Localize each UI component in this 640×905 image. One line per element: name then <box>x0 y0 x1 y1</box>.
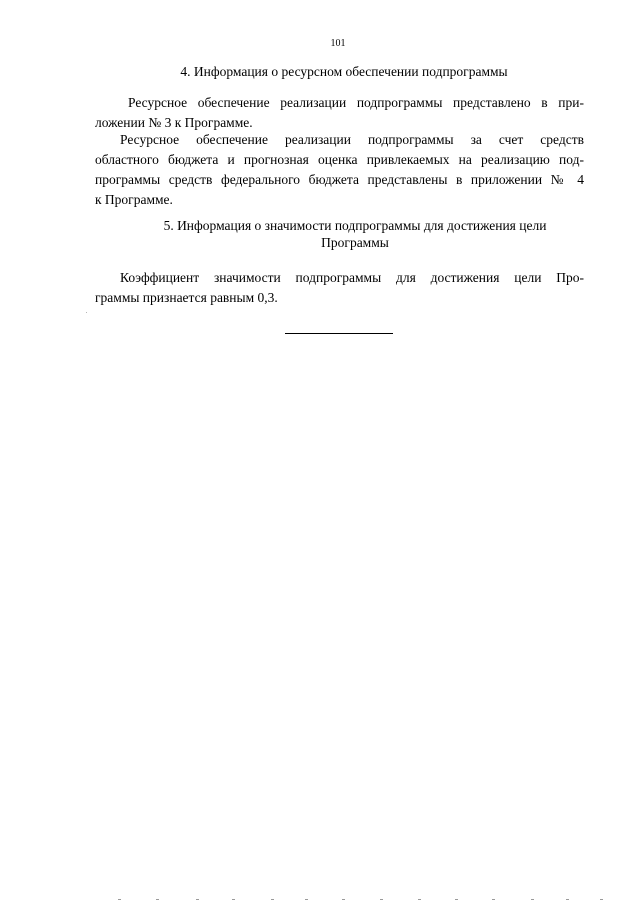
scan-speck <box>86 312 87 313</box>
section-4-paragraph-2 <box>95 130 584 210</box>
paragraph-line: ложении № 3 к Программе. <box>95 115 253 130</box>
section-4-paragraph-1 <box>95 93 584 133</box>
paragraph-line: Ресурсное обеспечение реализации подпрограммы представлено в при- <box>128 95 584 110</box>
section-5-heading-line-2: Программы <box>321 235 389 250</box>
scan-noise-strip <box>0 898 640 902</box>
paragraph-line: Ресурсное обеспечение реализации подпрограммы за счет средств <box>120 132 584 147</box>
paragraph-line: к Программе. <box>95 192 173 207</box>
paragraph-line: программы средств федерального бюджета представлены в приложении № 4 <box>95 172 584 187</box>
paragraph-line: областного бюджета и прогнозная оценка привлекаемых на реализацию под- <box>95 152 584 167</box>
section-5-paragraph <box>95 268 584 308</box>
section-4-heading: 4. Информация о ресурсном обеспечении подпрограммы <box>180 64 508 79</box>
section-5-heading <box>100 217 610 251</box>
page-number: 101 <box>330 38 346 49</box>
section-5-heading-line-1: 5. Информация о значимости подпрограммы для достижения цели <box>163 218 547 233</box>
end-of-text-rule <box>285 333 393 334</box>
paragraph-line: граммы признается равным 0,3. <box>95 290 278 305</box>
paragraph-line: Коэффициент значимости подпрограммы для достижения цели Про- <box>120 270 584 285</box>
